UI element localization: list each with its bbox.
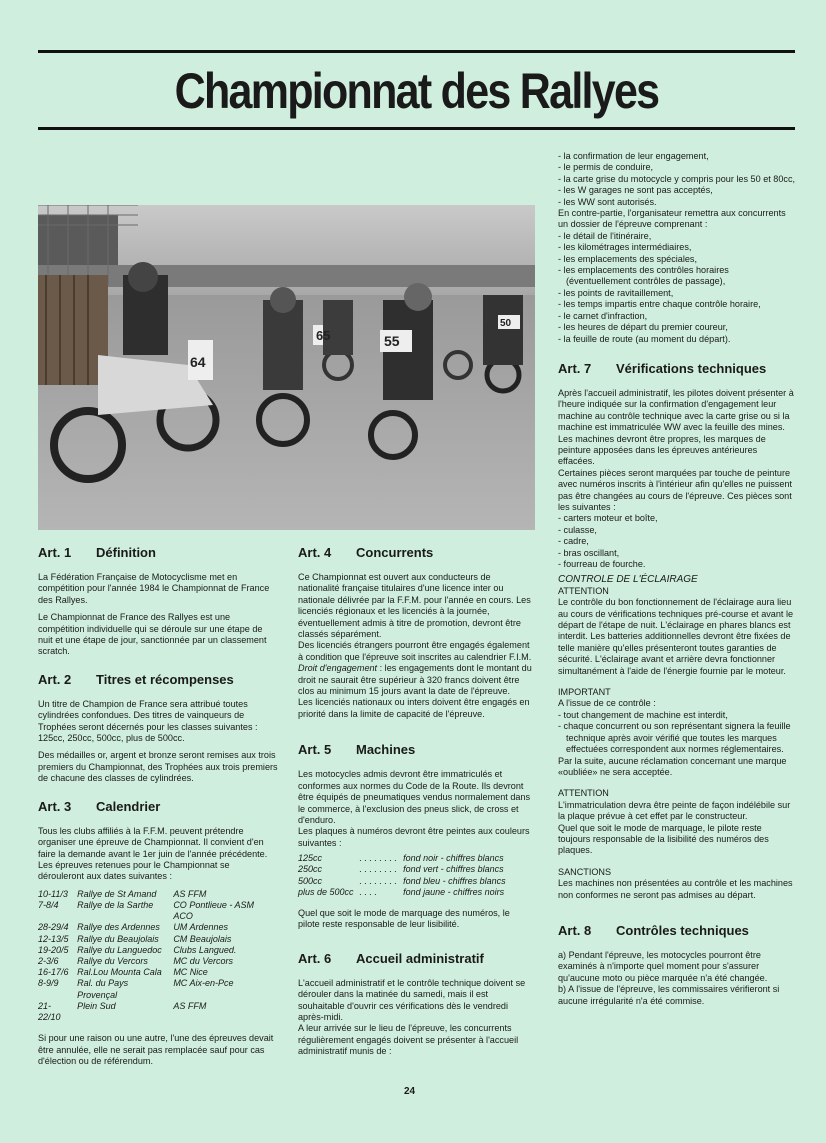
art7-paragraph: L'immatriculation devra être peinte de façon indélébile sur la plaque prévue à cet effet par le constructeur.	[558, 799, 791, 822]
art5-paragraph: Les plaques à numéros devront être peintes aux couleurs suivantes :	[298, 826, 530, 848]
calendar-club: UM Ardennes	[173, 922, 229, 933]
plate-color: fond noir - chiffres blancs	[403, 853, 504, 864]
calendar-row	[38, 967, 278, 978]
calendar-row	[38, 934, 278, 945]
calendar-rally: Rallye de la Sarthe	[77, 899, 154, 910]
calendar-club: MC du Vercors	[173, 955, 233, 966]
art2-paragraph: Des médailles or, argent et bronze seront remises aux trois premiers du Championnat, des Trophées aux trois premiers de chacune des classes de cylindrées.	[38, 750, 278, 784]
plate-number-55: 55	[384, 333, 400, 349]
art7-paragraph: Les machines devront être propres, les marques de peinture apposées dans les épreuves antérieures effacées.	[558, 433, 766, 467]
list-item: - la carte grise du motocycle y compris pour les 50 et 80cc,	[558, 173, 796, 184]
documents-list	[558, 151, 796, 208]
list-item: - culasse,	[558, 524, 597, 535]
calendar-rally: Rallye de St Amand	[77, 888, 157, 899]
plate-color: fond bleu - chiffres blancs	[403, 875, 506, 886]
plate-colors-table	[298, 853, 512, 898]
art6-paragraph: A leur arrivée sur le lieu de l'épreuve, les concurrents régulièrement engagés doivent se présenter à l'accueil administratif munis de :	[298, 1023, 519, 1057]
calendar-row	[38, 900, 278, 922]
plate-row	[298, 853, 512, 864]
list-item: - tout changement de machine est interdit,	[558, 709, 728, 720]
calendar-date: 12-13/5	[38, 933, 69, 944]
plate-class: plus de 500cc	[298, 886, 354, 897]
calendar-row	[38, 956, 278, 967]
art7-paragraph: Quel que soit le mode de marquage, le pilote reste toujours responsable de la lisibilité des numéros des plaques.	[558, 822, 769, 856]
art6-paragraph: En contre-partie, l'organisateur remettra aux concurrents un dossier de l'épreuve comprenant :	[558, 208, 786, 230]
calendar-row	[38, 889, 278, 900]
plate-color: fond vert - chiffres blancs	[403, 864, 504, 875]
calendar-row	[38, 945, 278, 956]
parts-list	[558, 513, 796, 570]
list-item: - la confirmation de leur engagement,	[558, 151, 709, 161]
lighting-heading: CONTROLE DE L'ÉCLAIRAGE	[558, 574, 698, 586]
calendar-date: 2-3/6	[38, 955, 59, 966]
calendar-date: 8-9/9	[38, 978, 59, 989]
art2-heading: Art. 2 Titres et récompenses	[38, 671, 234, 687]
list-item: - le permis de conduire,	[558, 162, 654, 173]
art3-paragraph: Tous les clubs affiliés à la F.F.M. peuvent prétendre organiser une épreuve de Championnat. Il convient d'en faire la demande avant le 1er juin de l'année précédente. Les épreuves retenues pour le Championnat se dérouleront aux dates suivantes :	[38, 825, 268, 882]
list-item: - les kilométrages intermédiaires,	[558, 242, 692, 253]
list-item: - le carnet d'infraction,	[558, 310, 648, 321]
calendar-table	[38, 889, 278, 1023]
list-item: - chaque concurrent ou son représentant signera la feuille technique après avoir vérifié que toutes les marques effectuées correspondent aux normes réglementaires.	[558, 721, 791, 755]
rally-photo	[38, 205, 535, 530]
calendar-rally: Ral.Lou Mounta Cala	[77, 967, 162, 978]
art5-paragraph: Les motocycles admis devront être immatriculés et conformes aux normes du Code de la Route. Ils devront être équipés de pneumatiques vendus normalement dans le commerce, à l'exclusion des pneus slick, de cross et d'enduro.	[298, 769, 531, 825]
plate-row	[298, 864, 512, 875]
calendar-date: 7-8/4	[38, 899, 59, 910]
art4-heading: Art. 4 Concurrents	[298, 545, 434, 560]
list-item: - les points de ravitaillement,	[558, 287, 674, 298]
art4-paragraph: Des licenciés étrangers pourront être engagés également à condition que l'épreuve soit inscrites au calendrier F.I.M.	[298, 640, 532, 662]
calendar-row	[38, 1001, 278, 1023]
list-item: - la feuille de route (au moment du départ).	[558, 333, 731, 344]
calendar-rally: Ral. du Pays Provençal	[77, 978, 129, 1000]
calendar-club: AS FFM	[173, 1000, 207, 1011]
art3-heading: Art. 3 Calendrier	[38, 798, 161, 814]
calendar-date: 19-20/5	[38, 944, 69, 955]
art1-heading: Art. 1 Définition	[38, 545, 156, 560]
art4-paragraph: Droit d'engagement : les engagements dont le montant du droit ne saurait être supérieur à 320 francs doivent être clos au minimum 15 jours avant la date de l'épreuve.	[298, 663, 532, 697]
plate-dots: . . . . . . . .	[359, 853, 398, 864]
column-middle	[298, 545, 534, 1064]
page-number: 24	[404, 1086, 416, 1097]
sanctions-label: SANCTIONS	[558, 866, 612, 877]
calendar-rally: Rallye du Vercors	[77, 955, 148, 966]
title-bottom-rule	[38, 127, 795, 130]
plate-number-50: 50	[500, 318, 512, 329]
after-control-list	[558, 710, 796, 756]
important-label: IMPORTANT	[558, 687, 611, 698]
plate-color: fond jaune - chiffres noirs	[403, 886, 505, 897]
calendar-club: CO Pontlieue - ASM ACO	[173, 899, 255, 922]
calendar-club: MC Aix-en-Pce	[173, 978, 234, 989]
art7-paragraph: A l'issue de ce contrôle :	[558, 698, 656, 709]
art3-paragraph: Si pour une raison ou une autre, l'une des épreuves devait être annulée, elle ne serait pas remplacée sauf pour cas d'élection ou de référendum.	[38, 1033, 274, 1066]
calendar-date: 10-11/3	[38, 888, 68, 899]
list-item: - les emplacements des contrôles horaires (éventuellement contrôles de passage),	[558, 265, 729, 287]
calendar-rally: Rallye du Beaujolais	[77, 933, 159, 944]
list-item: - carters moteur et boîte,	[558, 513, 658, 524]
page-title: Championnat des Rallyes	[174, 63, 659, 119]
column-right	[558, 151, 796, 1013]
list-item: - cadre,	[558, 536, 589, 547]
calendar-club: CM Beaujolais	[173, 933, 232, 944]
list-item: - bras oscillant,	[558, 547, 620, 558]
attention-label: ATTENTION	[558, 585, 609, 596]
art1-paragraph: Le Championnat de France des Rallyes est une compétition individuelle qui se déroule sur une étape de nuit et une étape de jour, sanctionnée par un classement scratch.	[38, 612, 267, 657]
art6-heading: Art. 6 Accueil administratif	[298, 950, 484, 966]
dossier-list	[558, 231, 796, 345]
calendar-date: 21-22/10	[38, 1000, 61, 1022]
calendar-row	[38, 978, 278, 1000]
art5-paragraph: Quel que soit le mode de marquage des numéros, le pilote reste responsable de leur lisibilité.	[298, 907, 510, 930]
plate-row	[298, 876, 512, 887]
title-top-rule	[38, 50, 795, 53]
list-item: - le détail de l'itinéraire,	[558, 230, 652, 241]
art2-paragraph: Un titre de Champion de France sera attribué toutes cylindrées confondues. Des titres de vainqueurs de Trophées seront décernés pour les classes suivantes : 125cc, 250cc, 500cc, plus de 500cc.	[38, 698, 258, 744]
art5-heading: Art. 5 Machines	[298, 742, 416, 758]
art7-paragraph: Après l'accueil administratif, les pilotes doivent présenter à l'heure indiquée sur la confirmation d'engagement leur machine au contrôle technique avec la carte grise ou si la machine est immatriculée WW avec la feuille des mines.	[558, 387, 794, 433]
calendar-rally: Rallye du Languedoc	[77, 944, 162, 955]
plate-number-65: 65	[316, 328, 331, 343]
calendar-rally: Plein Sud	[77, 1000, 116, 1011]
art1-paragraph: La Fédération Française de Motocyclisme met en compétition pour l'année 1984 le Championnat de France des Rallyes.	[38, 572, 270, 605]
attention-label: ATTENTION	[558, 788, 609, 799]
list-item: - les temps impartis entre chaque contrôle horaire,	[558, 299, 761, 310]
plate-class: 500cc	[298, 875, 323, 886]
art6-paragraph: L'accueil administratif et le contrôle technique doivent se dérouler dans la matinée du samedi, mais il est souhaitable d'ouvrir ces vérifications dès le vendredi après-midi.	[298, 977, 526, 1022]
calendar-club: MC Nice	[173, 967, 208, 978]
art4-paragraph: Ce Championnat est ouvert aux conducteurs de nationalité française titulaires d'une licence inter ou nationale délivrée par la F.F.M. pour l'année en cours. Les licenciés régionaux et les licenciés à la journée, éventuellement admis à titre de promotion, devront être classés séparément.	[298, 572, 531, 640]
calendar-row	[38, 922, 278, 933]
art8-heading: Art. 8 Contrôles techniques	[558, 922, 749, 938]
calendar-date: 28-29/4	[38, 922, 69, 933]
art7-heading: Art. 7 Vérifications techniques	[558, 360, 767, 376]
art7-paragraph: Les machines non présentées au contrôle et les machines non conformes ne seront pas admises au départ.	[558, 878, 793, 900]
art4-paragraph: Les licenciés nationaux ou inters doivent être engagés en priorité dans la limite de capacité de l'épreuve.	[298, 697, 530, 719]
plate-dots: . . . . . . . .	[359, 864, 398, 875]
art7-paragraph: Par la suite, aucune réclamation concernant une marque «oubliée» ne sera acceptée.	[558, 755, 787, 777]
plate-class: 250cc	[298, 864, 323, 875]
art8-paragraph: b) A l'issue de l'épreuve, les commissaires vérifieront si aucune irrégularité n'a été commise.	[558, 984, 780, 1006]
plate-dots: . . . . . . . .	[359, 875, 398, 886]
list-item: - les emplacements des spéciales,	[558, 253, 697, 264]
list-item: - les W garages ne sont pas acceptés,	[558, 185, 713, 196]
calendar-club: AS FFM	[173, 888, 207, 899]
column-left	[38, 545, 278, 1073]
plate-class: 125cc	[298, 853, 323, 864]
calendar-club: Clubs Langued.	[173, 944, 237, 955]
art7-paragraph: Le contrôle du bon fonctionnement de l'éclairage aura lieu au cours de vérifications techniques pré-course et avant le départ de l'étape de nuit. L'éclairage en phares blancs est interdit. Les batteries additionnelles devront être fixées de telle manière qu'elles présenteront toutes garanties de sécurité. L'éclairage avant et arrière devra fonctionner simultanément à l'aide de l'énergie fournie par le moteur.	[558, 597, 794, 676]
list-item: - les WW sont autorisés.	[558, 196, 657, 207]
calendar-rally: Rallye des Ardennes	[77, 922, 160, 933]
motorcycles-illustration	[38, 205, 535, 530]
calendar-date: 16-17/6	[38, 967, 69, 978]
art7-paragraph: Certaines pièces seront marquées par touche de peinture avec numéros inscrits à l'intérieur afin qu'elles ne puissent pas être changées au cours de l'épreuve. Ces pièces sont les suivantes :	[558, 467, 792, 512]
plate-row	[298, 887, 512, 898]
plate-number-64: 64	[190, 354, 206, 370]
list-item: - les heures de départ du premier coureur,	[558, 322, 728, 333]
art8-paragraph: a) Pendant l'épreuve, les motocycles pourront être examinés à n'importe quel moment pour s'assurer qu'aucune moto ou pièce marquée n'a été changée.	[558, 949, 768, 983]
list-item: - fourreau de fourche.	[558, 559, 646, 569]
plate-dots: . . . .	[359, 886, 378, 897]
